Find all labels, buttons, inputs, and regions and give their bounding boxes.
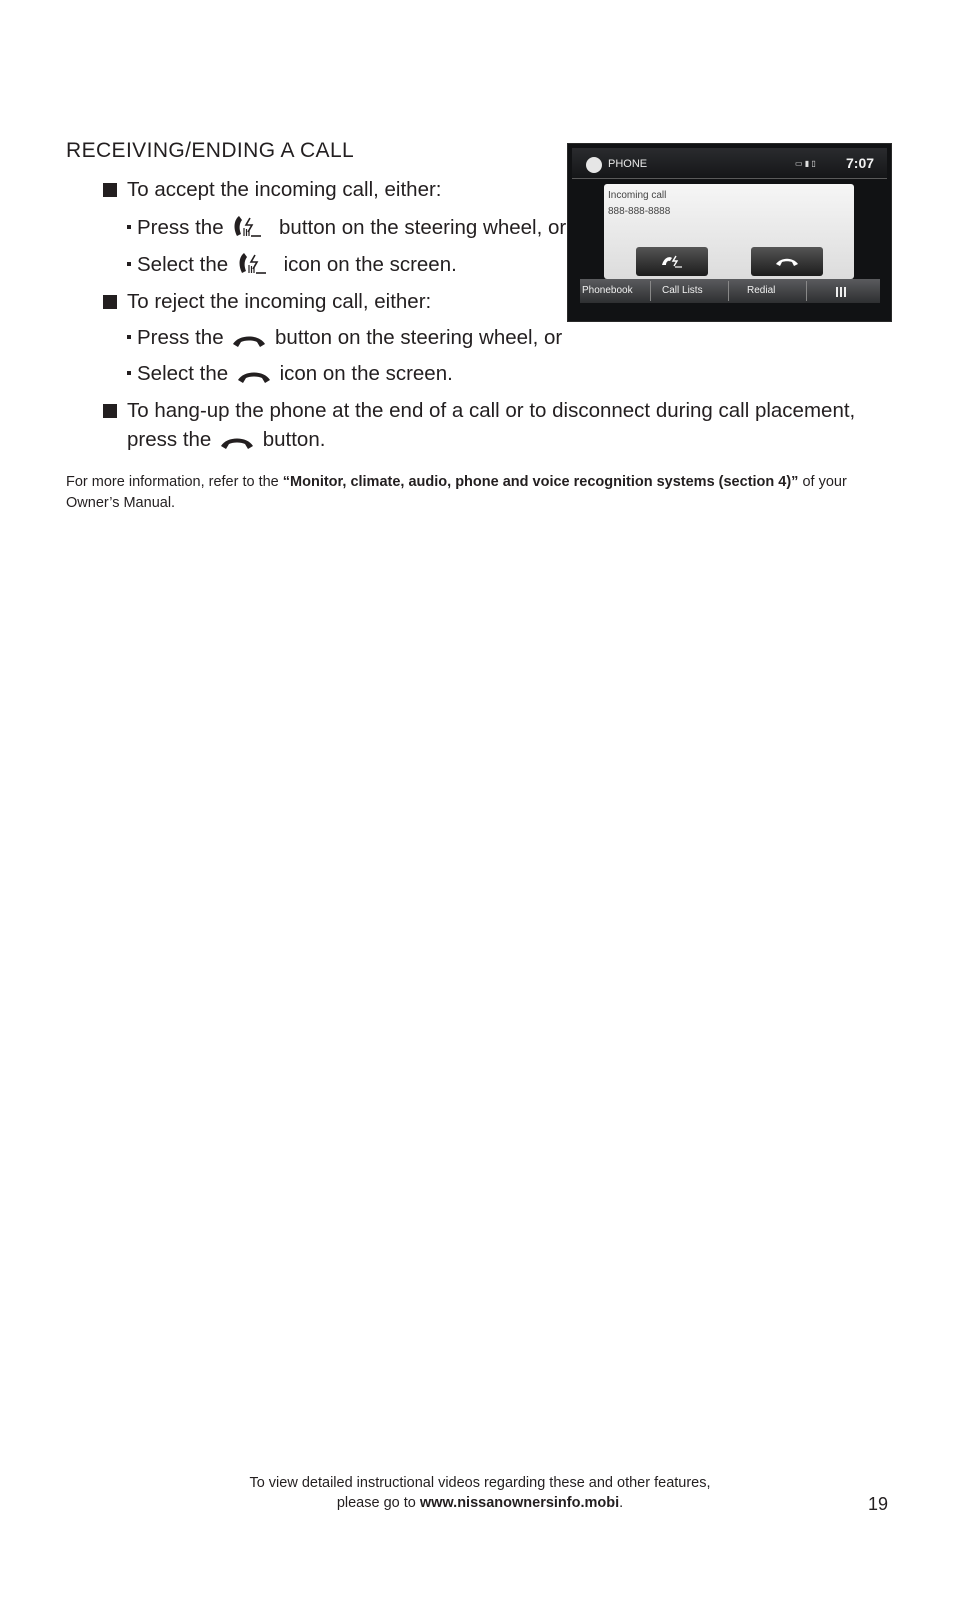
bullet-dot [127,335,131,339]
phone-voice-icon [231,214,271,240]
reject-option-1: Press the button on the steering wheel, or [127,326,562,350]
tab-phonebook: Phonebook [582,285,633,296]
hang-up-icon [231,332,267,350]
tab-divider [650,281,651,301]
incoming-call-label: Incoming call [608,190,667,201]
tab-call-lists: Call Lists [662,285,703,296]
bullet-square [103,183,117,197]
screen-title: PHONE [608,158,648,170]
status-icons: ▭ ▮ ▯ [795,159,816,168]
hangup-line-1: To hang-up the phone at the end of a call or to disconnect during call placement, [127,399,855,423]
end-call-button [751,247,823,276]
accept-call-icon [660,255,684,269]
footer-url: www.nissanownersinfo.mobi [419,1494,620,1511]
phone-screen-screenshot [567,143,892,322]
bullet-dot [127,262,131,266]
section-heading: RECEIVING/ENDING A CALL [66,139,355,162]
tab-redial: Redial [747,285,776,296]
page-number: 19 [868,1494,889,1514]
menu-grid-icon [836,287,848,297]
bullet-dot [127,225,131,229]
end-call-icon [775,255,799,269]
phone-voice-icon [236,251,276,277]
accept-option-2: Select the icon on the screen. [127,251,457,277]
bullet-square [103,295,117,309]
hang-up-icon [219,434,255,452]
hang-up-icon [236,368,272,386]
hangup-line-2: press the button. [127,428,326,451]
manual-section-reference: “Monitor, climate, audio, phone and voice recognition systems (section 4)” [282,474,799,490]
reject-intro: To reject the incoming call, either: [127,290,431,314]
screen-clock: 7:07 [846,155,875,171]
accept-option-1: Press the button on the steering wheel, or [127,214,566,240]
tab-divider [806,281,807,301]
more-info-paragraph: For more information, refer to the “Monitor, climate, audio, phone and voice recognition systems (section 4)” of your Owner’s Manual. [66,474,847,511]
accept-intro: To accept the incoming call, either: [127,178,442,202]
footer-note: To view detailed instructional videos regarding these and other features, please go to www.nissanownersinfo.mobi. [249,1475,711,1511]
reject-option-2: Select the icon on the screen. [127,362,453,386]
bullet-dot [127,371,131,375]
tab-divider [728,281,729,301]
bullet-square [103,404,117,418]
phone-icon [586,157,602,173]
accept-call-button [636,247,708,276]
incoming-call-number: 888-888-8888 [608,206,671,217]
